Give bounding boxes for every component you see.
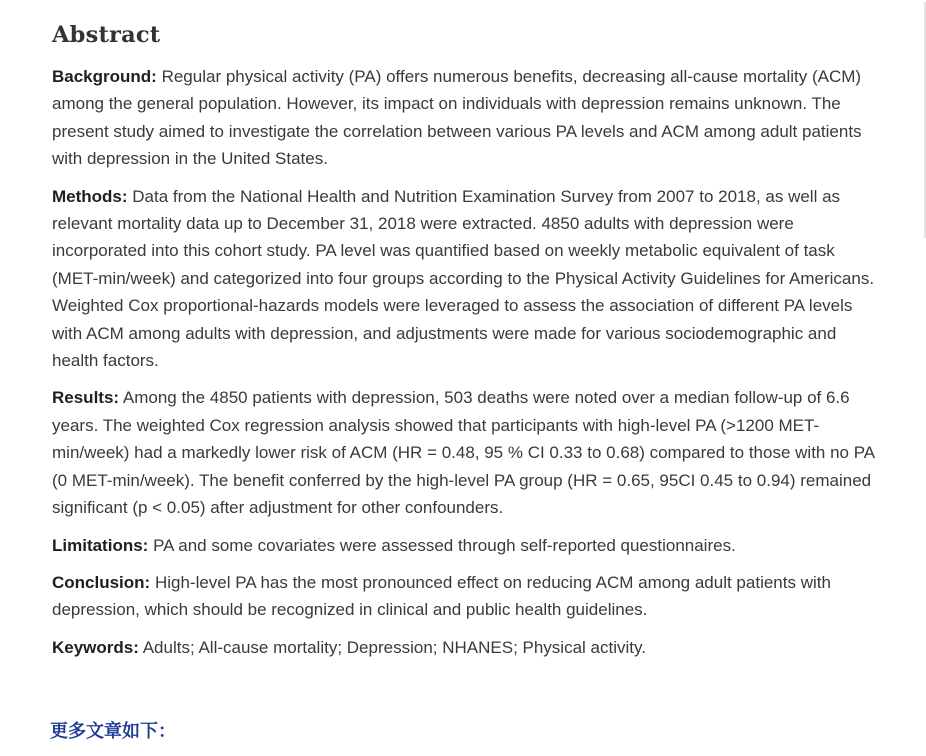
abstract-methods — [52, 183, 884, 375]
abstract-container — [52, 20, 884, 671]
section-label-methods: Methods: — [52, 186, 128, 206]
section-text-results: Among the 4850 patients with depression, 503 deaths were noted over a median follow-up of 6.6 years. The weighted Cox regression analysis showed that participants with high-level PA (>1200 MET-min/week) had a markedly lower risk of ACM (HR = 0.48, 95 % CI 0.33 to 0.68) compared to those with no PA (0 MET-min/week). The benefit conferred by the high-level PA group (HR = 0.65, 95CI 0.45 to 0.94) remained significant (p < 0.05) after adjustment for other confounders. — [52, 388, 875, 518]
abstract-conclusion — [52, 569, 884, 624]
abstract-background — [52, 63, 884, 173]
section-text-keywords: Adults; All-cause mortality; Depression; NHANES; Physical activity. — [138, 637, 646, 657]
section-text-limitations: PA and some covariates were assessed through self-reported questionnaires. — [148, 535, 736, 555]
section-label-results: Results: — [52, 388, 120, 408]
section-text-methods: Data from the National Health and Nutrition Examination Survey from 2007 to 2018, as well as relevant mortality data up to December 31, 2018 were extracted. 4850 adults with depression were incorporated into this cohort study. PA level was quantified based on weekly metabolic equivalent of task (MET-min/week) and categorized into four groups according to the Physical Activity Guidelines for Americans. Weighted Cox proportional-hazards models were leveraged to assess the association of different PA levels with ACM among adults with depression, and adjustments were made for various sociodemographic and health factors. — [52, 186, 875, 371]
abstract-heading: Abstract — [52, 22, 161, 48]
section-text-background: Regular physical activity (PA) offers numerous benefits, decreasing all-cause mortality (ACM) among the general population. However, its impact on individuals with depression remains unknown. The present study aimed to investigate the correlation between various PA levels and ACM among adult patients with depression in the United States. — [52, 67, 862, 169]
section-text-conclusion: High-level PA has the most pronounced effect on reducing ACM among adult patients with depression, which should be recognized in clinical and public health guidelines. — [52, 572, 831, 620]
abstract-keywords — [52, 634, 884, 661]
abstract-limitations — [52, 532, 884, 559]
section-label-conclusion: Conclusion: — [52, 572, 151, 592]
abstract-results — [52, 384, 884, 521]
section-label-background: Background: — [52, 67, 157, 86]
section-label-limitations: Limitations: — [52, 535, 149, 555]
more-articles-heading: 更多文章如下： — [50, 721, 176, 742]
section-label-keywords: Keywords: — [52, 637, 139, 657]
